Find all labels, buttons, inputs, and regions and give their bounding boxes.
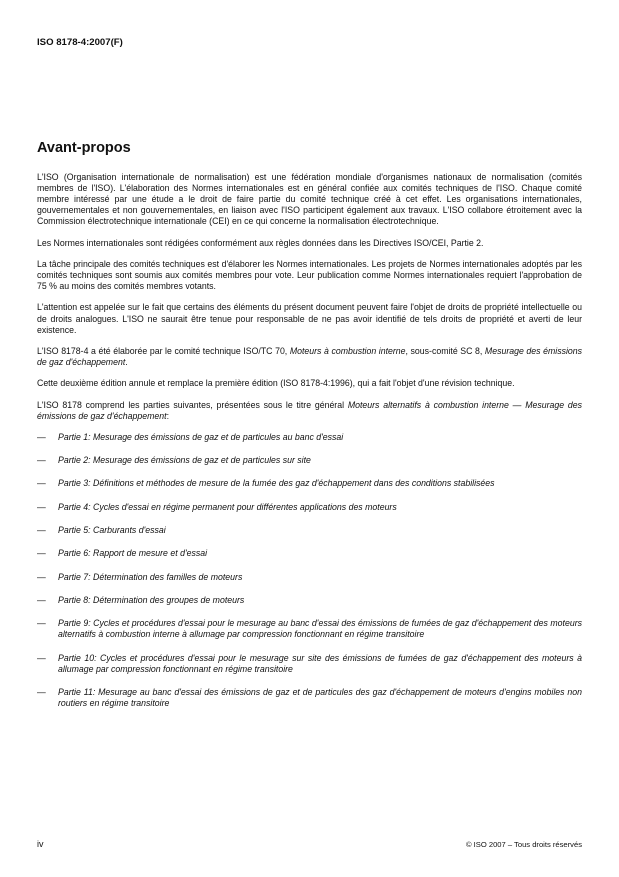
- list-item: [37, 618, 582, 640]
- text: :: [166, 410, 170, 421]
- dash: —: [37, 525, 46, 536]
- text: .: [125, 356, 128, 367]
- list-item: [37, 478, 582, 489]
- parts-list: [37, 432, 582, 709]
- page-number: iv: [37, 839, 44, 849]
- dash: —: [37, 501, 46, 512]
- list-item: [37, 502, 582, 513]
- list-item-text: Partie 3: Définitions et méthodes de mesure de la fumée des gaz d'échappement dans des conditions stabilisées: [58, 478, 495, 489]
- committee-title: Moteurs à combustion interne: [289, 345, 406, 356]
- paragraph: [37, 346, 582, 368]
- dash: —: [37, 686, 46, 697]
- paragraph: Les Normes internationales sont rédigées conformément aux règles données dans les Directives ISO/CEI, Partie 2.: [37, 237, 484, 248]
- list-item: [37, 548, 582, 559]
- general-title: Moteurs alternatifs à combustion interne — Mesurage des émissions de gaz d'échappement: [37, 399, 582, 421]
- dash: —: [37, 455, 46, 466]
- paragraph: La tâche principale des comités techniques est d'élaborer les Normes internationales. Les projets de Normes internationales adoptés par les comités techniques sont soumis aux comités membres pour vote. Leur publication comme Normes internationales requiert l'approbation de 75 % au moins des comités membres votants.: [37, 258, 582, 292]
- document-header: ISO 8178-4:2007(F): [37, 37, 123, 48]
- list-item-text: Partie 6: Rapport de mesure et d'essai: [58, 548, 208, 559]
- paragraph: L'attention est appelée sur le fait que certains des éléments du présent document peuvent faire l'objet de droits de propriété intellectuelle ou de droits analogues. L'ISO ne saurait être tenue pour responsable de ne pas avoir identifié de tels droits de propriété et averti de leur existence.: [37, 302, 582, 335]
- text: L'ISO 8178-4 a été élaborée par le comité technique ISO/TC 70,: [37, 345, 290, 356]
- dash: —: [37, 431, 46, 442]
- dash: —: [37, 571, 46, 582]
- document-body: [37, 172, 582, 721]
- list-item: [37, 525, 582, 536]
- list-item-text: Partie 4: Cycles d'essai en régime permanent pour différentes applications des moteurs: [58, 501, 397, 512]
- list-item-text: Partie 2: Mesurage des émissions de gaz et de particules sur site: [58, 455, 311, 466]
- section-title: Avant-propos: [37, 140, 131, 156]
- paragraph: [37, 400, 582, 422]
- paragraph: L'ISO (Organisation internationale de normalisation) est une fédération mondiale d'organismes nationaux de normalisation (comités membres de l'ISO). L'élaboration des Normes internationales est en général confiée aux comités techniques de l'ISO. Chaque comité membre intéressé par une étude a le droit de faire partie du comité technique créé à cet effet. Les organisations internationales, gouvernementales et non gouvernementales, en liaison avec l'ISO participent également aux travaux. L'ISO collabore étroitement avec la Commission électrotechnique internationale (CEI) en ce qui concerne la normalisation électrotechnique.: [37, 172, 582, 227]
- subcommittee-title: Mesurage des émissions de gaz d'échappement: [37, 345, 582, 367]
- list-item: [37, 687, 582, 709]
- dash: —: [37, 478, 46, 489]
- list-item: [37, 653, 582, 675]
- list-item-text: Partie 1: Mesurage des émissions de gaz et de particules au banc d'essai: [58, 431, 344, 442]
- list-item-text: Partie 10: Cycles et procédures d'essai pour le mesurage sur site des émissions de fumées de gaz d'échappement des moteurs à allumage par compression fonctionnant en régime transitoire: [58, 652, 582, 674]
- dash: —: [37, 594, 46, 605]
- list-item: [37, 455, 582, 466]
- paragraph: Cette deuxième édition annule et remplace la première édition (ISO 8178-4:1996), qui a fait l'objet d'une révision technique.: [37, 378, 515, 389]
- list-item: [37, 432, 582, 443]
- list-item: [37, 572, 582, 583]
- list-item-text: Partie 11: Mesurage au banc d'essai des émissions de gaz et de particules des gaz d'échappement de moteurs d'engins mobiles non routiers en régime transitoire: [58, 686, 582, 708]
- list-item-text: Partie 5: Carburants d'essai: [58, 525, 166, 536]
- text: , sous-comité SC 8,: [405, 345, 485, 356]
- dash: —: [37, 652, 46, 663]
- text: L'ISO 8178 comprend les parties suivantes, présentées sous le titre général: [37, 399, 348, 410]
- dash: —: [37, 548, 46, 559]
- copyright-notice: © ISO 2007 – Tous droits réservés: [465, 840, 582, 849]
- list-item-text: Partie 9: Cycles et procédures d'essai pour le mesurage au banc d'essai des émissions de fumées de gaz d'échappement des moteurs alternatifs à combustion interne à allumage par compression fonctionnant en régime transitoire: [58, 618, 582, 640]
- list-item-text: Partie 8: Détermination des groupes de moteurs: [58, 594, 245, 605]
- dash: —: [37, 618, 46, 629]
- list-item: [37, 595, 582, 606]
- list-item-text: Partie 7: Détermination des familles de moteurs: [58, 571, 243, 582]
